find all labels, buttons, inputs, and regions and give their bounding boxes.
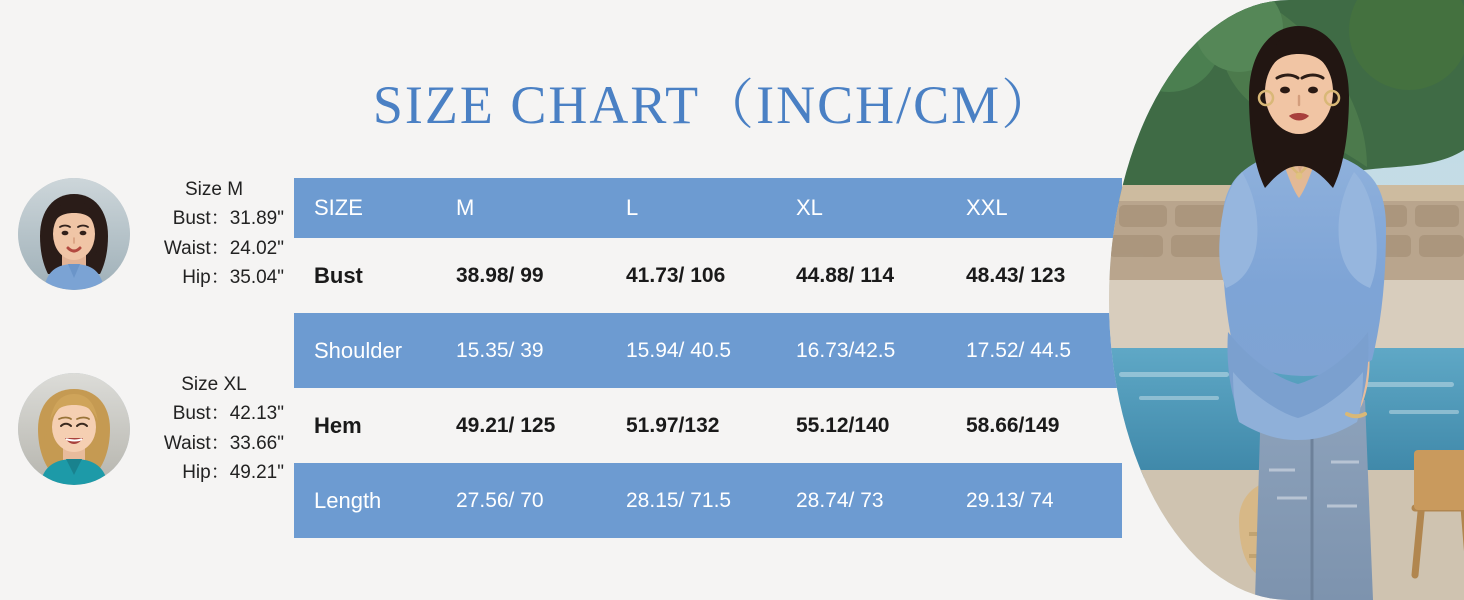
- hero-image-clip: [1109, 0, 1464, 600]
- table-row: [294, 238, 1122, 313]
- size-chart-table: [294, 178, 1122, 538]
- model-xl-hip: Hip：49.21": [182, 462, 284, 484]
- table-header-l: L: [626, 195, 639, 220]
- model-m-bust: Bust：31.89": [172, 208, 284, 230]
- cell-length-xl: 28.74/ 73: [796, 488, 884, 512]
- row-label-shoulder: Shoulder: [314, 337, 403, 363]
- cell-shoulder-l: 15.94/ 40.5: [626, 338, 732, 362]
- cell-shoulder-xxl: 17.52/ 44.5: [966, 338, 1072, 362]
- table-header-row: [294, 178, 1122, 238]
- table-header-size: SIZE: [314, 195, 363, 220]
- cell-bust-l: 41.73/ 106: [626, 263, 726, 287]
- model-card-m: [18, 175, 284, 293]
- model-m-waist: Waist：24.02": [163, 237, 284, 259]
- cell-shoulder-xl: 16.73/42.5: [796, 338, 896, 362]
- cell-bust-xl: 44.88/ 114: [796, 263, 895, 287]
- cell-hem-xl: 55.12/140: [796, 413, 890, 437]
- cell-length-m: 27.56/ 70: [456, 488, 544, 512]
- model-m-hip: Hip：35.04": [182, 267, 284, 289]
- model-xl-size-label: Size XL: [181, 374, 247, 395]
- model-m-portrait-icon: [18, 178, 130, 290]
- cell-shoulder-m: 15.35/ 39: [456, 338, 544, 362]
- table-header-xxl: XXL: [966, 195, 1008, 220]
- model-xl-bust: Bust：42.13": [172, 403, 284, 425]
- cell-hem-l: 51.97/132: [626, 413, 720, 437]
- row-label-hem: Hem: [314, 412, 362, 438]
- table-header-xl: XL: [796, 195, 823, 220]
- table-row: [294, 463, 1122, 538]
- page-title: SIZE CHART（INCH/CM）: [372, 75, 1058, 135]
- cell-bust-m: 38.98/ 99: [456, 263, 544, 287]
- model-m-size-label: Size M: [184, 179, 244, 200]
- model-xl-measurements: [144, 370, 284, 488]
- cell-bust-xxl: 48.43/ 123: [966, 263, 1066, 287]
- model-xl-waist: Waist：33.66": [163, 432, 284, 454]
- table-row: [294, 313, 1122, 388]
- row-label-bust: Bust: [314, 262, 363, 288]
- cell-hem-xxl: 58.66/149: [966, 413, 1060, 437]
- model-m-measurements: [144, 175, 284, 293]
- table-header-m: M: [456, 195, 475, 220]
- model-xl-portrait-icon: [18, 373, 130, 485]
- cell-length-xxl: 29.13/ 74: [966, 488, 1054, 512]
- row-label-length: Length: [314, 487, 382, 513]
- model-card-xl: [18, 370, 284, 488]
- cell-length-l: 28.15/ 71.5: [626, 488, 732, 512]
- cell-hem-m: 49.21/ 125: [456, 413, 556, 437]
- hero-image: [1109, 0, 1464, 600]
- table-row: [294, 388, 1122, 463]
